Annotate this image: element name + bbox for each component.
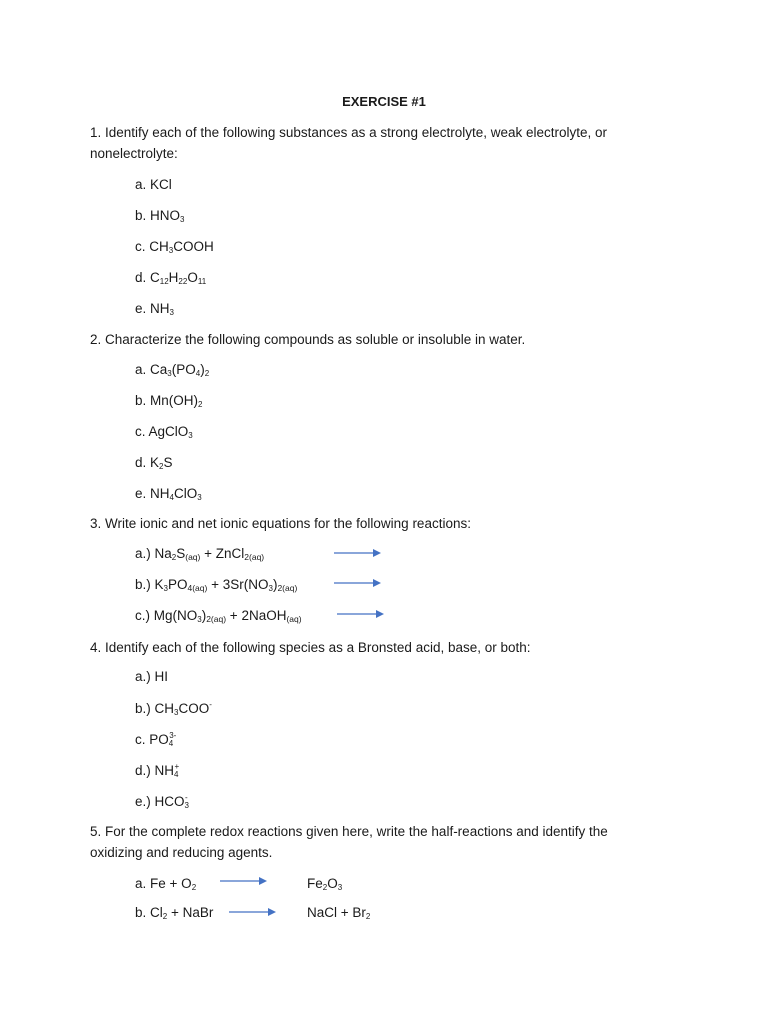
q1-item-e: e. $NH_3$ [135, 301, 174, 317]
q3-reaction-b: b.) $K_3PO4(aq) + 3Sr(NO_3)2(aq)$ [135, 577, 298, 593]
q1-item-b: b. $HNO_3$ [135, 208, 185, 224]
q2-item-c: c. AgClO$_3$ [135, 424, 193, 440]
q4-item-a: a.) HI [135, 669, 169, 684]
question-4-prompt: 4. Identify each of the following species as a Bronsted acid, base, or both: [90, 640, 531, 655]
q1-item-c: c. $CH_3COOH$ [135, 239, 214, 255]
question-2-prompt: 2. Characterize the following compounds as soluble or insoluble in water. [90, 332, 526, 347]
q3-reaction-c: c.) $Mg(NO_3)2(aq)$ + 2NaOH(aq) [135, 608, 302, 624]
q2-item-a: a. $Ca_3(PO_4)_2$ [135, 362, 210, 378]
reaction-arrow-icon [334, 548, 382, 558]
q1-item-d: d. $C_{12}H_{22}O_{11}$ [135, 270, 207, 286]
q2-item-b: b. $Mn(OH)_2$ [135, 393, 203, 409]
q5-reaction-b-products: NaCl + $Br_2$ [307, 905, 371, 921]
page-title: EXERCISE #1 [342, 94, 426, 109]
reaction-arrow-icon [334, 578, 382, 588]
question-3-prompt: 3. Write ionic and net ionic equations for the following reactions: [90, 516, 471, 531]
q5-reaction-a-product: $Fe_2O_3$ [307, 876, 343, 892]
question-1-prompt: 1. Identify each of the following substances as a strong electrolyte, weak electrolyte, or nonelectrolyte: [90, 125, 608, 161]
q5-reaction-a-reactants: a. $Fe + O_2$ [135, 876, 197, 892]
q4-item-b: b.) $CH_3COO^-$ [135, 700, 212, 717]
reaction-arrow-icon [337, 609, 385, 619]
reaction-arrow-icon [220, 876, 268, 886]
q2-item-d: d. $K_2S$ [135, 455, 173, 471]
q4-item-e: e.) $HCO_3^-$ [135, 793, 189, 810]
q4-item-d: d.) $NH_4^+$ [135, 762, 180, 779]
q2-item-e: e. $NH_4ClO_3$ [135, 486, 202, 502]
question-5-prompt: 5. For the complete redox reactions given here, write the half-reactions and identify the oxidizing and reducing agents. [90, 824, 608, 860]
q3-reaction-a: a.) $Na_2S(aq)$ + ZnCl2(aq) [135, 546, 265, 562]
q1-item-a: a. KCl [135, 177, 172, 192]
q4-item-c: c. $PO_4^{3-}$ [135, 731, 177, 748]
q5-reaction-b-reactants: b. $Cl_2$ + NaBr [135, 905, 214, 921]
reaction-arrow-icon [229, 907, 277, 917]
